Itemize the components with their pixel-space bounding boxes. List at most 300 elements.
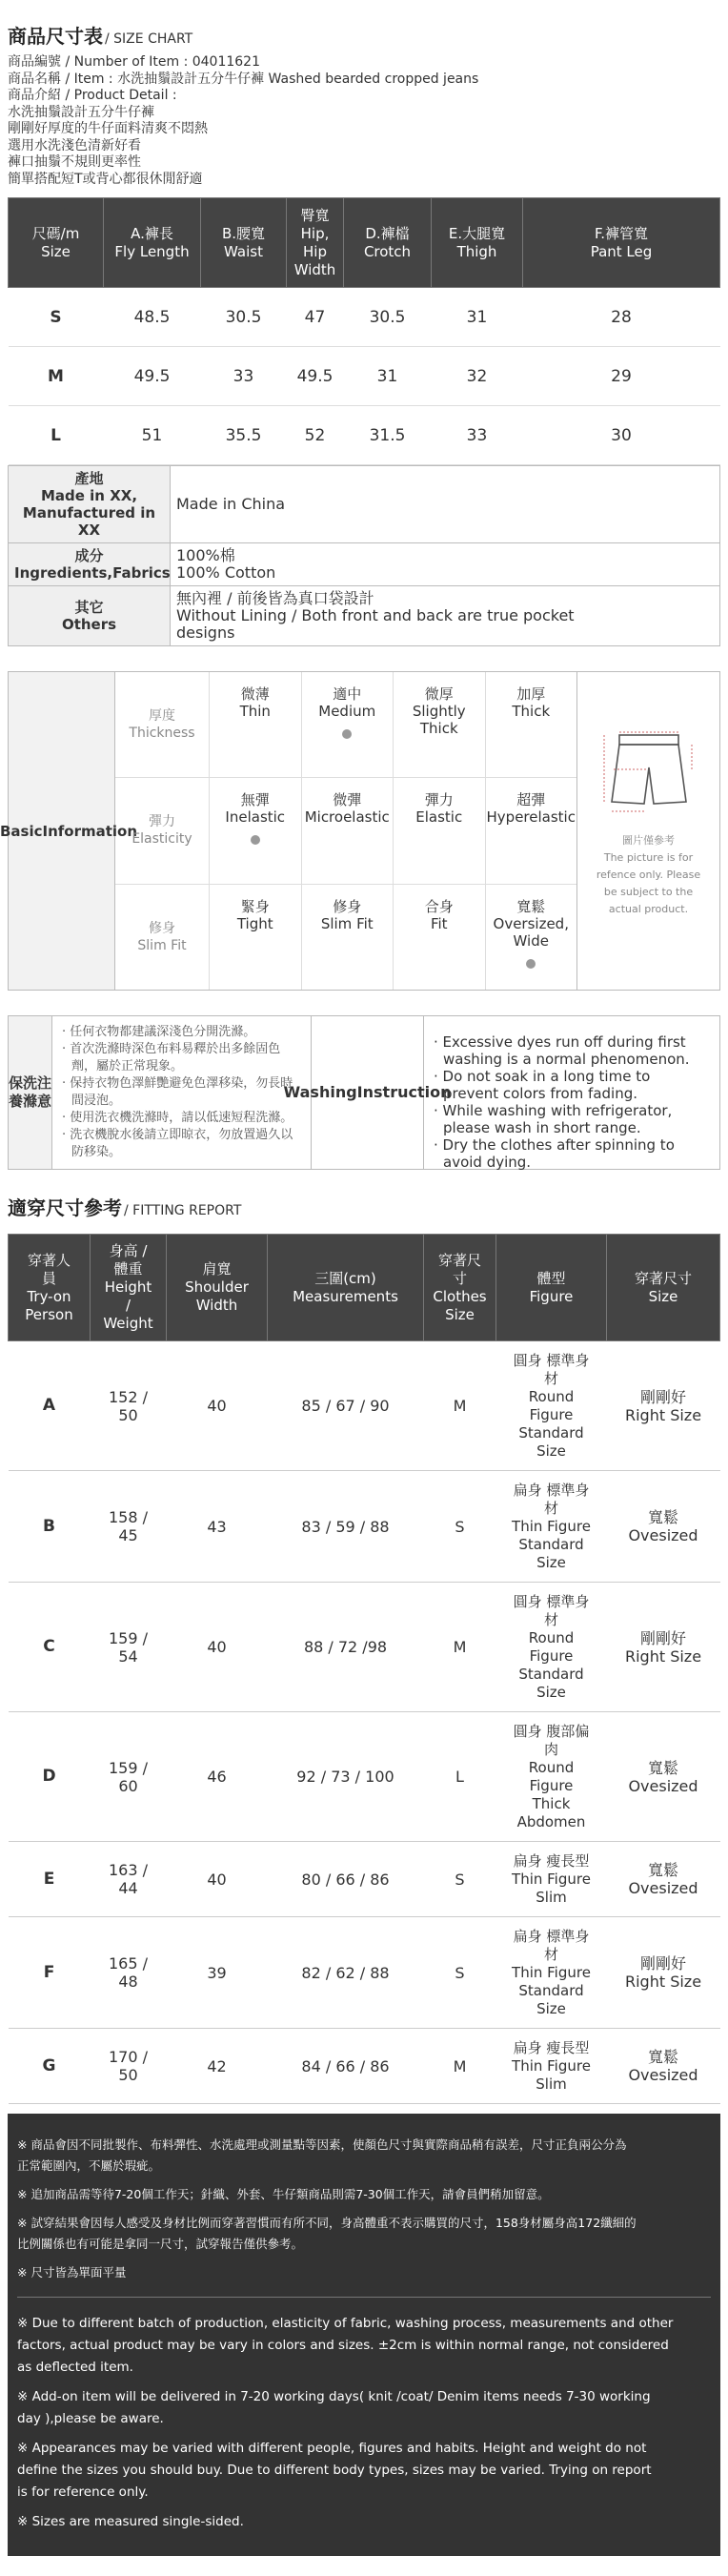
measurements: 82 / 62 / 88 [268, 1917, 424, 2029]
info-row [9, 466, 720, 543]
note-line: ※ 追加商品需等待7-20個工作天；針織、外套、牛仔類商品則需7-30個工作天，請會員們稍加留意。 [17, 2187, 550, 2201]
option-line: 修身 [333, 897, 362, 915]
size-cell: 32 [432, 347, 523, 406]
size-col-header [344, 198, 432, 288]
header-line: Hip [303, 242, 327, 260]
note-line: ※ 尺寸皆為單面平量 [17, 2265, 127, 2280]
figure-line: 肉 [543, 1740, 558, 1758]
size-cell: 30.5 [344, 288, 432, 347]
fit-result [607, 1341, 720, 1471]
size-cell: 31 [432, 288, 523, 347]
note-block [17, 2213, 711, 2255]
basic-info-grid [115, 672, 576, 990]
fit-result [607, 1712, 720, 1842]
header-line: Waist [224, 242, 263, 260]
info-key-line: Made in XX, [40, 487, 138, 504]
shorts-diagram-icon [593, 729, 705, 821]
clothes-size: L [424, 1712, 496, 1842]
info-key [9, 586, 171, 646]
option-line: 適中 [333, 685, 362, 703]
row-name-line: 厚度 [148, 708, 175, 725]
fit-result [607, 1917, 720, 2029]
header-line: 穿著尺 [437, 1251, 481, 1269]
person-id: F [9, 1917, 91, 2029]
product-info-table [8, 465, 720, 646]
care-label-line: 保養 [8, 1074, 23, 1110]
figure-line: Standard [518, 1665, 584, 1683]
hw-line: 60 [118, 1776, 138, 1795]
washing-zh-list [52, 1016, 312, 1169]
height-weight [91, 1712, 167, 1842]
washing-instruction-label [283, 1016, 452, 1169]
fit-col-header [496, 1235, 607, 1341]
size-col-header [287, 198, 344, 288]
hw-line: 54 [118, 1646, 138, 1666]
shoulder-width: 46 [167, 1712, 268, 1842]
note-block [17, 2386, 711, 2430]
basic-option [485, 885, 577, 990]
fit-line: 剛剛好 [639, 1387, 686, 1406]
person-id: C [9, 1583, 91, 1712]
fit-row [9, 1341, 720, 1471]
person-id: G [9, 2029, 91, 2104]
note-line: ※ 商品會因不同批製作、布料彈性、水洗處理或測量點等因素，使顏色尺寸與實際商品稍有誤差，尺寸正負兩公分為 [17, 2137, 627, 2152]
size-label: S [9, 288, 104, 347]
shoulder-width: 40 [167, 1583, 268, 1712]
height-weight [91, 1583, 167, 1712]
option-line: Thick [512, 703, 551, 720]
pants-figure [576, 672, 719, 990]
size-cell: 31 [344, 347, 432, 406]
size-col-header [523, 198, 720, 288]
basic-option [301, 672, 394, 777]
note-line: factors, actual product may be vary in colors and sizes. ±2cm is within normal range, not considered [17, 2338, 669, 2353]
note-line: define the sizes you should buy. Due to different body types, sizes may be varied. Trying on report [17, 2463, 652, 2478]
header-line: Hip, [300, 224, 330, 242]
size-cell: 49.5 [287, 347, 344, 406]
basic-option [393, 778, 485, 883]
shoulder-width: 42 [167, 2029, 268, 2104]
basic-row [115, 885, 576, 990]
size-chart-title-zh: 商品尺寸表 [8, 25, 103, 48]
figure-line: Figure [529, 1646, 574, 1665]
option-line: Medium [318, 703, 376, 720]
size-cell: 30.5 [201, 288, 287, 347]
header-line: Width [195, 1297, 238, 1314]
clothes-size: S [424, 1917, 496, 2029]
fitting-title-en: / FITTING REPORT [124, 1203, 242, 1218]
person-id: D [9, 1712, 91, 1842]
washing-en-item: · Dry the clothes after spinning to avoid dying. [434, 1136, 675, 1171]
size-label: M [9, 347, 104, 406]
intro-line: 剛剛好厚度的牛仔面料清爽不悶熱 [8, 121, 208, 136]
fit-col-header [167, 1235, 268, 1341]
fit-line: 剛剛好 [639, 1628, 686, 1647]
note-line: is for reference only. [17, 2484, 149, 2500]
washing-en-item: · While washing with refrigerator, please wash in short range. [434, 1102, 673, 1136]
fit-result [607, 1842, 720, 1917]
fit-line: Ovesized [628, 1879, 698, 1897]
row-name-line: Thickness [129, 726, 195, 742]
basic-option [209, 778, 301, 883]
hw-line: 48 [118, 1973, 138, 1991]
basic-option [393, 885, 485, 990]
header-line: Person [25, 1305, 73, 1323]
header-line: 身高 / [109, 1242, 148, 1259]
caption-line: The picture is for [603, 851, 694, 864]
option-line: Tight [236, 914, 273, 932]
hw-line: 45 [118, 1526, 138, 1544]
basic-label-line: Information [42, 822, 138, 840]
shoulder-width: 39 [167, 1917, 268, 2029]
basic-option [301, 885, 394, 990]
info-value [171, 466, 720, 543]
washing-label-line: Washing [283, 1083, 357, 1101]
header-line: B.腰寬 [221, 224, 266, 242]
header-line: 體型 [536, 1269, 566, 1287]
figure-line: Standard [518, 1535, 584, 1553]
fit-result [607, 2029, 720, 2104]
figure-type [496, 1917, 607, 2029]
row-name-line: Slim Fit [137, 937, 187, 953]
figure-line: Abdomen [516, 1812, 586, 1830]
header-line: Clothes [433, 1287, 487, 1305]
info-key-line: Others [61, 616, 117, 633]
figure-line: Thin Figure [512, 1517, 591, 1535]
measurements: 85 / 67 / 90 [268, 1341, 424, 1471]
header-line: Figure [529, 1287, 574, 1305]
measurements: 84 / 66 / 86 [268, 2029, 424, 2104]
size-cell: 47 [287, 288, 344, 347]
option-line: Thick [419, 720, 458, 737]
header-line: 穿著尺寸 [634, 1269, 692, 1287]
hw-line: 152 / [108, 1387, 148, 1406]
fit-col-header [91, 1235, 167, 1341]
row-name-line: 彈力 [148, 814, 175, 830]
option-line: Thin [239, 703, 271, 720]
figure-line: 圓身 標準身 [513, 1592, 590, 1610]
info-row [9, 586, 720, 646]
figure-line: Thin Figure [512, 1870, 591, 1888]
note-line: ※ Due to different batch of production, elasticity of fabric, washing process, measurements and other [17, 2316, 674, 2331]
info-value-line: designs [176, 624, 235, 642]
info-value [171, 586, 720, 646]
option-line: 彈力 [424, 791, 454, 809]
basic-option [209, 885, 301, 990]
figure-line: Standard [518, 1423, 584, 1441]
fit-row [9, 1917, 720, 2029]
selected-dot-icon [251, 835, 260, 845]
figure-line: 扁身 標準身 [513, 1481, 590, 1499]
fitting-table [8, 1234, 720, 2104]
info-key-line: 成分 [74, 547, 104, 564]
hw-line: 44 [118, 1879, 138, 1897]
product-intro [8, 54, 720, 188]
caption-line: 圖片僅參考 [622, 834, 675, 847]
note-line: 正常範圍內，不屬於瑕疵。 [17, 2158, 161, 2173]
size-cell: 51 [104, 406, 201, 465]
note-line: ※ Appearances may be varied with different people, figures and habits. Height and weight do not [17, 2441, 647, 2456]
hw-line: 170 / [108, 2048, 148, 2066]
header-line: Size [41, 242, 71, 260]
header-line: 肩寬 [202, 1260, 232, 1278]
fitting-report-title [8, 1170, 720, 1220]
fit-col-header [607, 1235, 720, 1341]
figure-line: Thin Figure [512, 1963, 591, 1981]
fit-result [607, 1583, 720, 1712]
row-name-line: 修身 [148, 920, 175, 936]
note-line: ※ Sizes are measured single-sided. [17, 2514, 244, 2529]
fit-line: Right Size [624, 1405, 702, 1424]
washing-label-line: Instruction [356, 1083, 452, 1101]
figure-line: Thin Figure [512, 2056, 591, 2075]
size-cell: 49.5 [104, 347, 201, 406]
header-line: Measurements [293, 1287, 398, 1305]
notes-divider [17, 2297, 711, 2298]
note-block [17, 2135, 711, 2177]
care-label [9, 1016, 52, 1169]
option-line: Wide [513, 931, 549, 950]
header-line: Fly Length [114, 242, 190, 260]
header-line: / [125, 1297, 131, 1314]
figure-line: 扁身 瘦長型 [513, 2038, 590, 2056]
washing-zh-item: · 使用洗衣機洗滌時，請以低速短程洗滌。 [62, 1111, 293, 1125]
person-id: E [9, 1842, 91, 1917]
header-line: A.褲長 [131, 224, 173, 242]
figure-line: Thick [532, 1794, 571, 1812]
header-line: Try-on [27, 1287, 71, 1305]
option-line: Slim Fit [320, 914, 374, 932]
header-line: Pant Leg [590, 242, 653, 260]
caption-line: refence only. Please [596, 869, 701, 881]
selected-dot-icon [342, 729, 352, 739]
figure-line: Round [528, 1387, 575, 1405]
size-col-header [432, 198, 523, 288]
header-line: 體重 [113, 1260, 143, 1278]
fit-row [9, 1842, 720, 1917]
option-line: Oversized, [493, 914, 569, 932]
info-row [9, 543, 720, 586]
figure-type [496, 1712, 607, 1842]
option-line: 微薄 [240, 685, 270, 703]
option-line: Microelastic [304, 808, 390, 827]
info-key-line: 產地 [74, 470, 104, 487]
fit-line: Ovesized [628, 1776, 698, 1795]
basic-option [209, 672, 301, 777]
figure-line: 材 [543, 1499, 558, 1517]
option-line: 緊身 [240, 897, 270, 915]
measurements: 80 / 66 / 86 [268, 1842, 424, 1917]
intro-line: 簡單搭配短T或背心都很休閒舒適 [8, 171, 203, 187]
size-cell: 31.5 [344, 406, 432, 465]
info-key-line: Ingredients,Fabrics [14, 564, 171, 582]
intro-line: 商品介紹 / Product Detail : [8, 88, 177, 103]
fit-line: Right Size [624, 1973, 702, 1991]
header-line: Crotch [363, 242, 412, 260]
figure-line: 材 [543, 1369, 558, 1387]
fit-col-header [268, 1235, 424, 1341]
fit-result [607, 1471, 720, 1583]
intro-line: 商品名稱 / Item : 水洗抽鬚設計五分牛仔褲 Washed bearded cropped jeans [8, 71, 479, 87]
hw-line: 159 / [108, 1628, 148, 1647]
fit-line: 寬鬆 [647, 1758, 678, 1777]
size-chart-title-en: / SIZE CHART [105, 31, 193, 47]
fit-row [9, 1471, 720, 1583]
clothes-size: S [424, 1471, 496, 1583]
height-weight [91, 1471, 167, 1583]
header-line: 三圍(cm) [314, 1269, 376, 1287]
height-weight [91, 1341, 167, 1471]
hw-line: 50 [118, 2066, 138, 2084]
header-line: Size [445, 1305, 475, 1323]
caption-line: actual product. [608, 903, 689, 915]
basic-label-line: Basic [0, 822, 43, 840]
clothes-size: M [424, 2029, 496, 2104]
washing-en-list [424, 1016, 719, 1169]
shoulder-width: 40 [167, 1842, 268, 1917]
basic-info-label [0, 672, 138, 990]
figure-type [496, 1471, 607, 1583]
size-label: L [9, 406, 104, 465]
figure-line: Size [536, 1683, 566, 1701]
measurements: 88 / 72 /98 [268, 1583, 424, 1712]
header-line: D.褲檔 [365, 224, 410, 242]
figure-caption [597, 832, 700, 918]
measurements: 92 / 73 / 100 [268, 1712, 424, 1842]
size-cell: 29 [523, 347, 720, 406]
intro-line: 水洗抽鬚設計五分牛仔褲 [8, 104, 154, 120]
note-line: ※ 試穿結果會因每人感受及身材比例而穿著習慣而有所不同，身高體重不表示購買的尺寸，158身材屬身高172纖細的 [17, 2216, 637, 2230]
figure-line: 扁身 標準身 [513, 1927, 590, 1945]
basic-information [0, 671, 720, 991]
basic-option [485, 672, 577, 777]
basic-option [485, 778, 577, 883]
notes-zh [17, 2135, 711, 2283]
intro-line: 商品編號 / Number of Item : 04011621 [8, 54, 260, 70]
header-line: 寸 [452, 1269, 467, 1287]
figure-line: Round [528, 1628, 575, 1646]
header-line: E.大腿寬 [448, 224, 506, 242]
option-line: 微厚 [424, 685, 454, 703]
basic-row-name [115, 885, 209, 990]
washing-en-item: · Do not soak in a long time to prevent colors from fading. [434, 1068, 651, 1102]
care-label-line: 注意 [37, 1074, 52, 1110]
header-line: Size [648, 1287, 678, 1305]
size-cell: 30 [523, 406, 720, 465]
height-weight [91, 2029, 167, 2104]
size-cell: 52 [287, 406, 344, 465]
figure-line: 扁身 瘦長型 [513, 1851, 590, 1870]
option-line: 加厚 [516, 685, 546, 703]
notes-en [17, 2313, 711, 2533]
fit-line: 寬鬆 [647, 1508, 678, 1526]
header-line: 員 [41, 1269, 56, 1287]
washing-zh-item: · 洗衣機脫水後請立即晾衣，勿放置過久以防移染。 [62, 1128, 293, 1159]
washing-instructions [8, 1015, 720, 1170]
size-row [9, 288, 720, 347]
washing-zh-item: · 首次洗滌時深色布料易釋於出多餘固色劑，屬於正常現象。 [62, 1042, 281, 1073]
figure-line: 材 [543, 1945, 558, 1963]
figure-line: Slim [536, 2075, 567, 2093]
clothes-size: M [424, 1583, 496, 1712]
figure-type [496, 1341, 607, 1471]
size-table [8, 197, 720, 465]
hw-line: 165 / [108, 1954, 148, 1973]
figure-line: Figure [529, 1405, 574, 1423]
washing-en-item: · Excessive dyes run off during first washing is a normal phenomenon. [434, 1033, 690, 1068]
size-col-header [201, 198, 287, 288]
figure-line: Size [536, 1553, 566, 1571]
selected-dot-icon [526, 959, 536, 969]
fit-row [9, 2029, 720, 2104]
option-line: Hyperelastic [486, 808, 576, 827]
shoulder-width: 40 [167, 1341, 268, 1471]
hw-line: 50 [118, 1405, 138, 1424]
figure-line: Size [536, 1999, 566, 2017]
figure-line: 材 [543, 1610, 558, 1628]
intro-line: 選用水洗淺色清新好看 [8, 137, 141, 153]
intro-line: 褲口抽鬚不規則更率性 [8, 154, 141, 170]
notes-panel [8, 2114, 720, 2556]
basic-row-name [115, 778, 209, 883]
basic-row-name [115, 672, 209, 777]
header-line: 穿著人 [27, 1251, 71, 1269]
basic-option [393, 672, 485, 777]
option-line: Fit [430, 914, 448, 932]
info-key [9, 466, 171, 543]
info-value [171, 543, 720, 586]
info-value-line: 100% Cotton [176, 563, 276, 582]
header-line: Thigh [456, 242, 497, 260]
fit-line: Ovesized [628, 1526, 698, 1544]
info-key [9, 543, 171, 586]
fit-line: 寬鬆 [647, 2048, 678, 2066]
shoulder-width: 43 [167, 1471, 268, 1583]
fit-col-header [424, 1235, 496, 1341]
fitting-title-zh: 適穿尺寸參考 [8, 1196, 122, 1219]
note-block [17, 2313, 711, 2379]
care-label-line: 洗滌 [23, 1074, 38, 1110]
figure-line: 圓身 腹部偏 [513, 1722, 590, 1740]
note-line: ※ Add-on item will be delivered in 7-20 working days( knit /coat/ Denim items needs 7-30 working [17, 2389, 651, 2404]
figure-line: Figure [529, 1776, 574, 1794]
size-table-header [9, 198, 720, 288]
fit-col-header [9, 1235, 91, 1341]
header-line: F.褲管寬 [595, 224, 648, 242]
fit-line: Right Size [624, 1646, 702, 1666]
info-key-line: 其它 [74, 599, 104, 616]
figure-line: 圓身 標準身 [513, 1351, 590, 1369]
size-cell: 28 [523, 288, 720, 347]
option-line: 微彈 [333, 791, 362, 809]
size-col-header [9, 198, 104, 288]
figure-type [496, 2029, 607, 2104]
fit-row [9, 1583, 720, 1712]
caption-line: be subject to the [603, 886, 694, 898]
option-line: 無彈 [240, 791, 270, 809]
size-row [9, 347, 720, 406]
note-block [17, 2511, 711, 2533]
size-chart-title [8, 0, 720, 49]
figure-line: Slim [536, 1888, 567, 1906]
header-line: Shoulder [185, 1278, 249, 1296]
clothes-size: S [424, 1842, 496, 1917]
info-value-line: Made in China [176, 495, 286, 513]
size-cell: 35.5 [201, 406, 287, 465]
figure-type [496, 1583, 607, 1712]
note-block [17, 2438, 711, 2504]
basic-row [115, 672, 576, 778]
